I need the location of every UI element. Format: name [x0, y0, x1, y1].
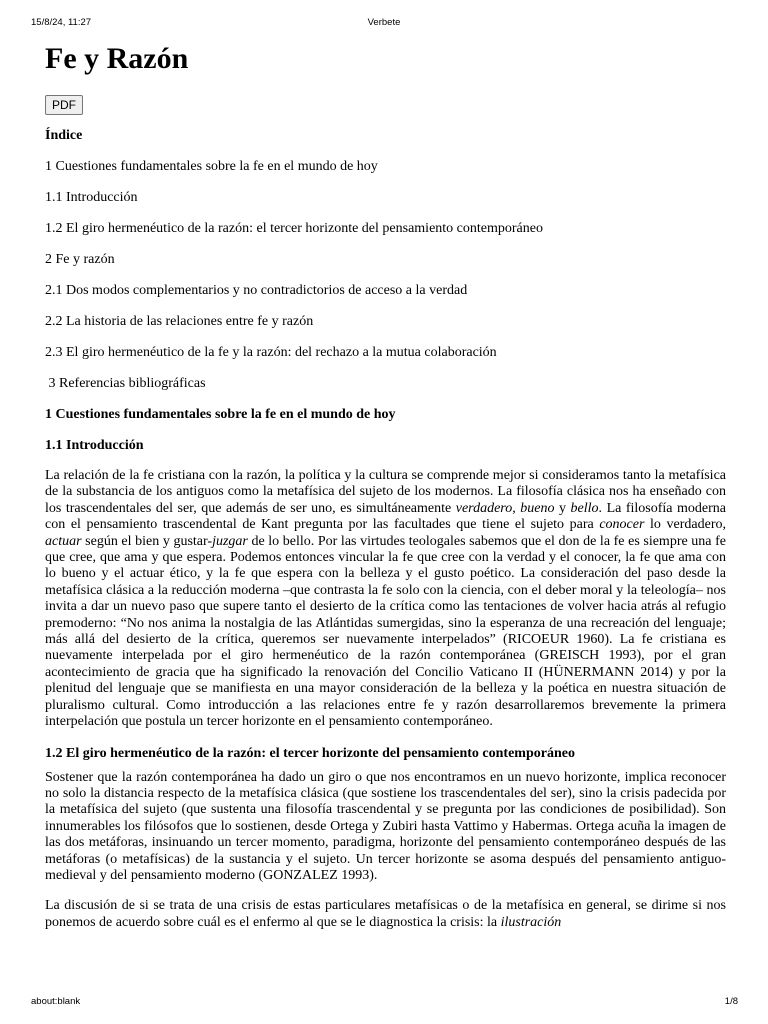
article-content: [45, 36, 726, 945]
intro-paragraph: La relación de la fe cristiana con la razón, la política y la cultura se comprende mejor si consideramos tanto la metafísica de la substancia de los antiguos como la metafísica del sujeto de los modernos. La filosofía clásica nos ha enseñado con los trascendentales del ser, que además de ser uno, es simultáneamente verdadero, bueno y bello. La filosofía moderna con el pensamiento trascendental de Kant pregunta por las facultades que tiene el sujeto para conocer lo verdadero, actuar según el bien y gustar-juzgar de lo bello. Por las virtudes teologales sabemos que el don de la fe es siempre una fe que cree, que ama y que espera. Podemos entonces vincular la fe que cree con la verdad y el conocer, la fe que ama con lo bueno y el actuar ético, y la fe que espera con la belleza y el gusto poético. La consideración del paso desde la metafísica clásica a la reducción moderna –que contrasta la fe solo con la ciencia, con el deber moral y la teleología– nos invita a dar un nuevo paso que supere tanto el desierto de la crítica como las tentaciones de volver hacia atrás al refugio premoderno: “No nos anima la nostalgia de las Atlántidas sumergidas, sino la esperanza de una recreación del lenguaje; más allá del desierto de la crítica, queremos ser nuevamente interpelados” (RICOEUR 1960). La fe cristiana es nuevamente interpelada por el giro hermenéutico de la razón contemporánea (GREISCH 1993), por el gran acontecimiento de gracia que ha significado la renovación del Concilio Vaticano II (HÜNERMANN 2014) y por la plenitud del lenguaje que se manifiesta en una mayor consideración de la belleza y la poética en nuestra situación de pluralismo cultural. Como introducción a las relaciones entre fe y razón desarrollaremos brevemente la primera interpelación que postula un tercer horizonte en el pensamiento contemporáneo.: [45, 468, 727, 730]
pdf-button[interactable]: PDF: [45, 95, 83, 115]
section-1-1-heading: 1.1 Introducción: [45, 438, 144, 453]
print-page-number: 1/8: [724, 996, 738, 1007]
toc-item-1[interactable]: 1 Cuestiones fundamentales sobre la fe en el mundo de hoy: [45, 159, 378, 174]
page-title: Fe y Razón: [45, 42, 189, 75]
toc-item-2-1[interactable]: 2.1 Dos modos complementarios y no contradictorios de acceso a la verdad: [45, 283, 468, 298]
print-header: [0, 17, 768, 31]
toc-item-2[interactable]: 2 Fe y razón: [45, 252, 115, 267]
toc-item-2-2[interactable]: 2.2 La historia de las relaciones entre fe y razón: [45, 314, 314, 329]
toc-item-1-1[interactable]: 1.1 Introducción: [45, 190, 138, 205]
print-datetime: 15/8/24, 11:27: [31, 17, 92, 28]
section-1-2-heading: 1.2 El giro hermenéutico de la razón: el tercer horizonte del pensamiento contemporáneo: [45, 745, 575, 761]
section-1-2-paragraph-2: La discusión de si se trata de una crisis de estas particulares metafísicas o de la metafísica en general, se dirime si nos ponemos de acuerdo sobre cuál es el enfermo al que se le diagnostica la crisis: la ilustración: [45, 898, 726, 930]
print-footer: [0, 996, 768, 1010]
toc-heading: Índice: [45, 128, 83, 143]
print-url: about:blank: [31, 996, 81, 1007]
section-1-2-paragraph: Sostener que la razón contemporánea ha dado un giro o que nos encontramos en un nuevo horizonte, implica reconocer no solo la distancia respecto de la metafísica clásica (que sostiene los trascendentales del ser), sino la crisis padecida por la metafísica del sujeto (que sustenta una filosofía trascendental y se pregunta por las condiciones de posibilidad). Son innumerables los filósofos que lo sostienen, desde Ortega y Zubiri hasta Vattimo y Habermas. Ortega acuña la imagen de las dos metáforas, insinuando un tercer momento, paradigma, horizonte del pensamiento contemporáneo después de las metáforas (o metafísicas) de la sustancia y el sujeto. Un tercer horizonte se asoma después del pensamiento antiguo-medieval y del pensamiento moderno (GONZALEZ 1993).: [45, 769, 726, 883]
toc-item-1-2[interactable]: 1.2 El giro hermenéutico de la razón: el tercer horizonte del pensamiento contemporáneo: [45, 221, 543, 236]
section-1-heading: 1 Cuestiones fundamentales sobre la fe en el mundo de hoy: [45, 407, 396, 422]
print-page-title: Verbete: [367, 17, 401, 28]
toc-item-3[interactable]: 3 Referencias bibliográficas: [45, 376, 206, 391]
toc-item-2-3[interactable]: 2.3 El giro hermenéutico de la fe y la razón: del rechazo a la mutua colaboración: [45, 345, 497, 360]
